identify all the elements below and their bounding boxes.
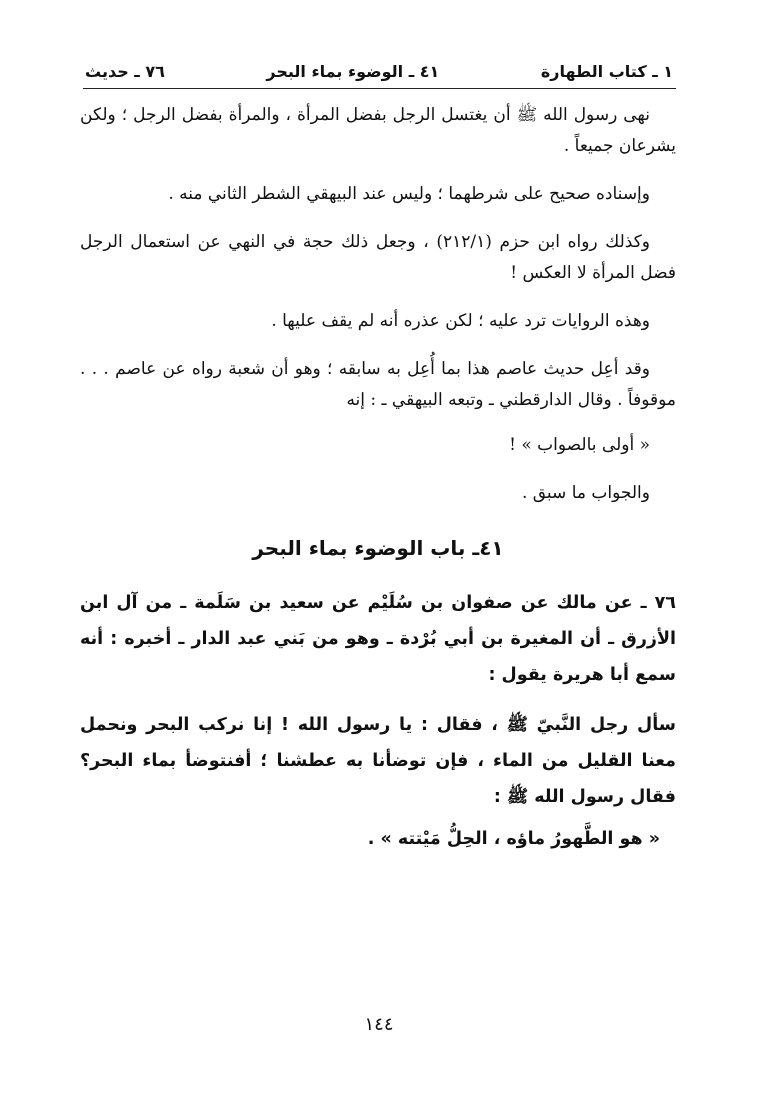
running-header — [85, 56, 673, 86]
paragraph: وهذه الروايات ترد عليه ؛ لكن عذره أنه لم يقف عليها . — [271, 311, 650, 331]
page-body — [80, 100, 676, 857]
hadith-text: سأل رجل النَّبيّ ﷺ ، فقال : يا رسول الله ! إنا نركب البحر ونحمل معنا القليل من الماء ، فإن توضأنا به عطشنا ؛ أفنتوضأ بماء البحر؟ فقال رسول الله ﷺ : — [80, 715, 676, 807]
paragraph: والجواب ما سبق . — [521, 483, 650, 503]
header-book-title: ١ ـ كتاب الطهارة — [540, 61, 673, 81]
section-title: ٤١ـ باب الوضوء بماء البحر — [252, 536, 504, 560]
header-chapter-title: ٤١ ـ الوضوء بماء البحر — [266, 61, 440, 81]
paragraph: وكذلك رواه ابن حزم (٢١٢/١) ، وجعل ذلك حجة في النهي عن استعمال الرجل فضل المرأة لا العكس ! — [80, 232, 676, 283]
header-divider — [83, 88, 676, 89]
page-number: ١٤٤ — [364, 1014, 394, 1035]
header-hadith-number: ٧٦ ـ حديث — [85, 61, 165, 81]
paragraph: وقد أعِل حديث عاصم هذا بما أُعِل به سابقه ؛ وهو أن شعبة رواه عن عاصم . . . موقوفاً . وقال الدارقطني ـ وتبعه البيهقي ـ : إنه — [80, 359, 676, 410]
hadith-answer: « هو الطَّهورُ ماؤه ، الحِلُّ مَيْتته » . — [367, 829, 660, 849]
paragraph: وإسناده صحيح على شرطهما ؛ وليس عند البيهقي الشطر الثاني منه . — [168, 184, 650, 204]
quoted-phrase: « أولى بالصواب » ! — [509, 435, 650, 455]
hadith-isnad: ٧٦ ـ عن مالك عن صفوان بن سُلَيْم عن سعيد بن سَلَمة ـ من آل ابن الأزرق ـ أن المغيرة بن أبي بُرْدة ـ وهو من بَني عبد الدار ـ أخبره : أنه سمع أبا هريرة يقول : — [80, 593, 676, 685]
paragraph: نهى رسول الله ﷺ أن يغتسل الرجل بفضل المرأة ، والمرأة بفضل الرجل ؛ ولكن يشرعان جميعاً . — [80, 105, 676, 156]
